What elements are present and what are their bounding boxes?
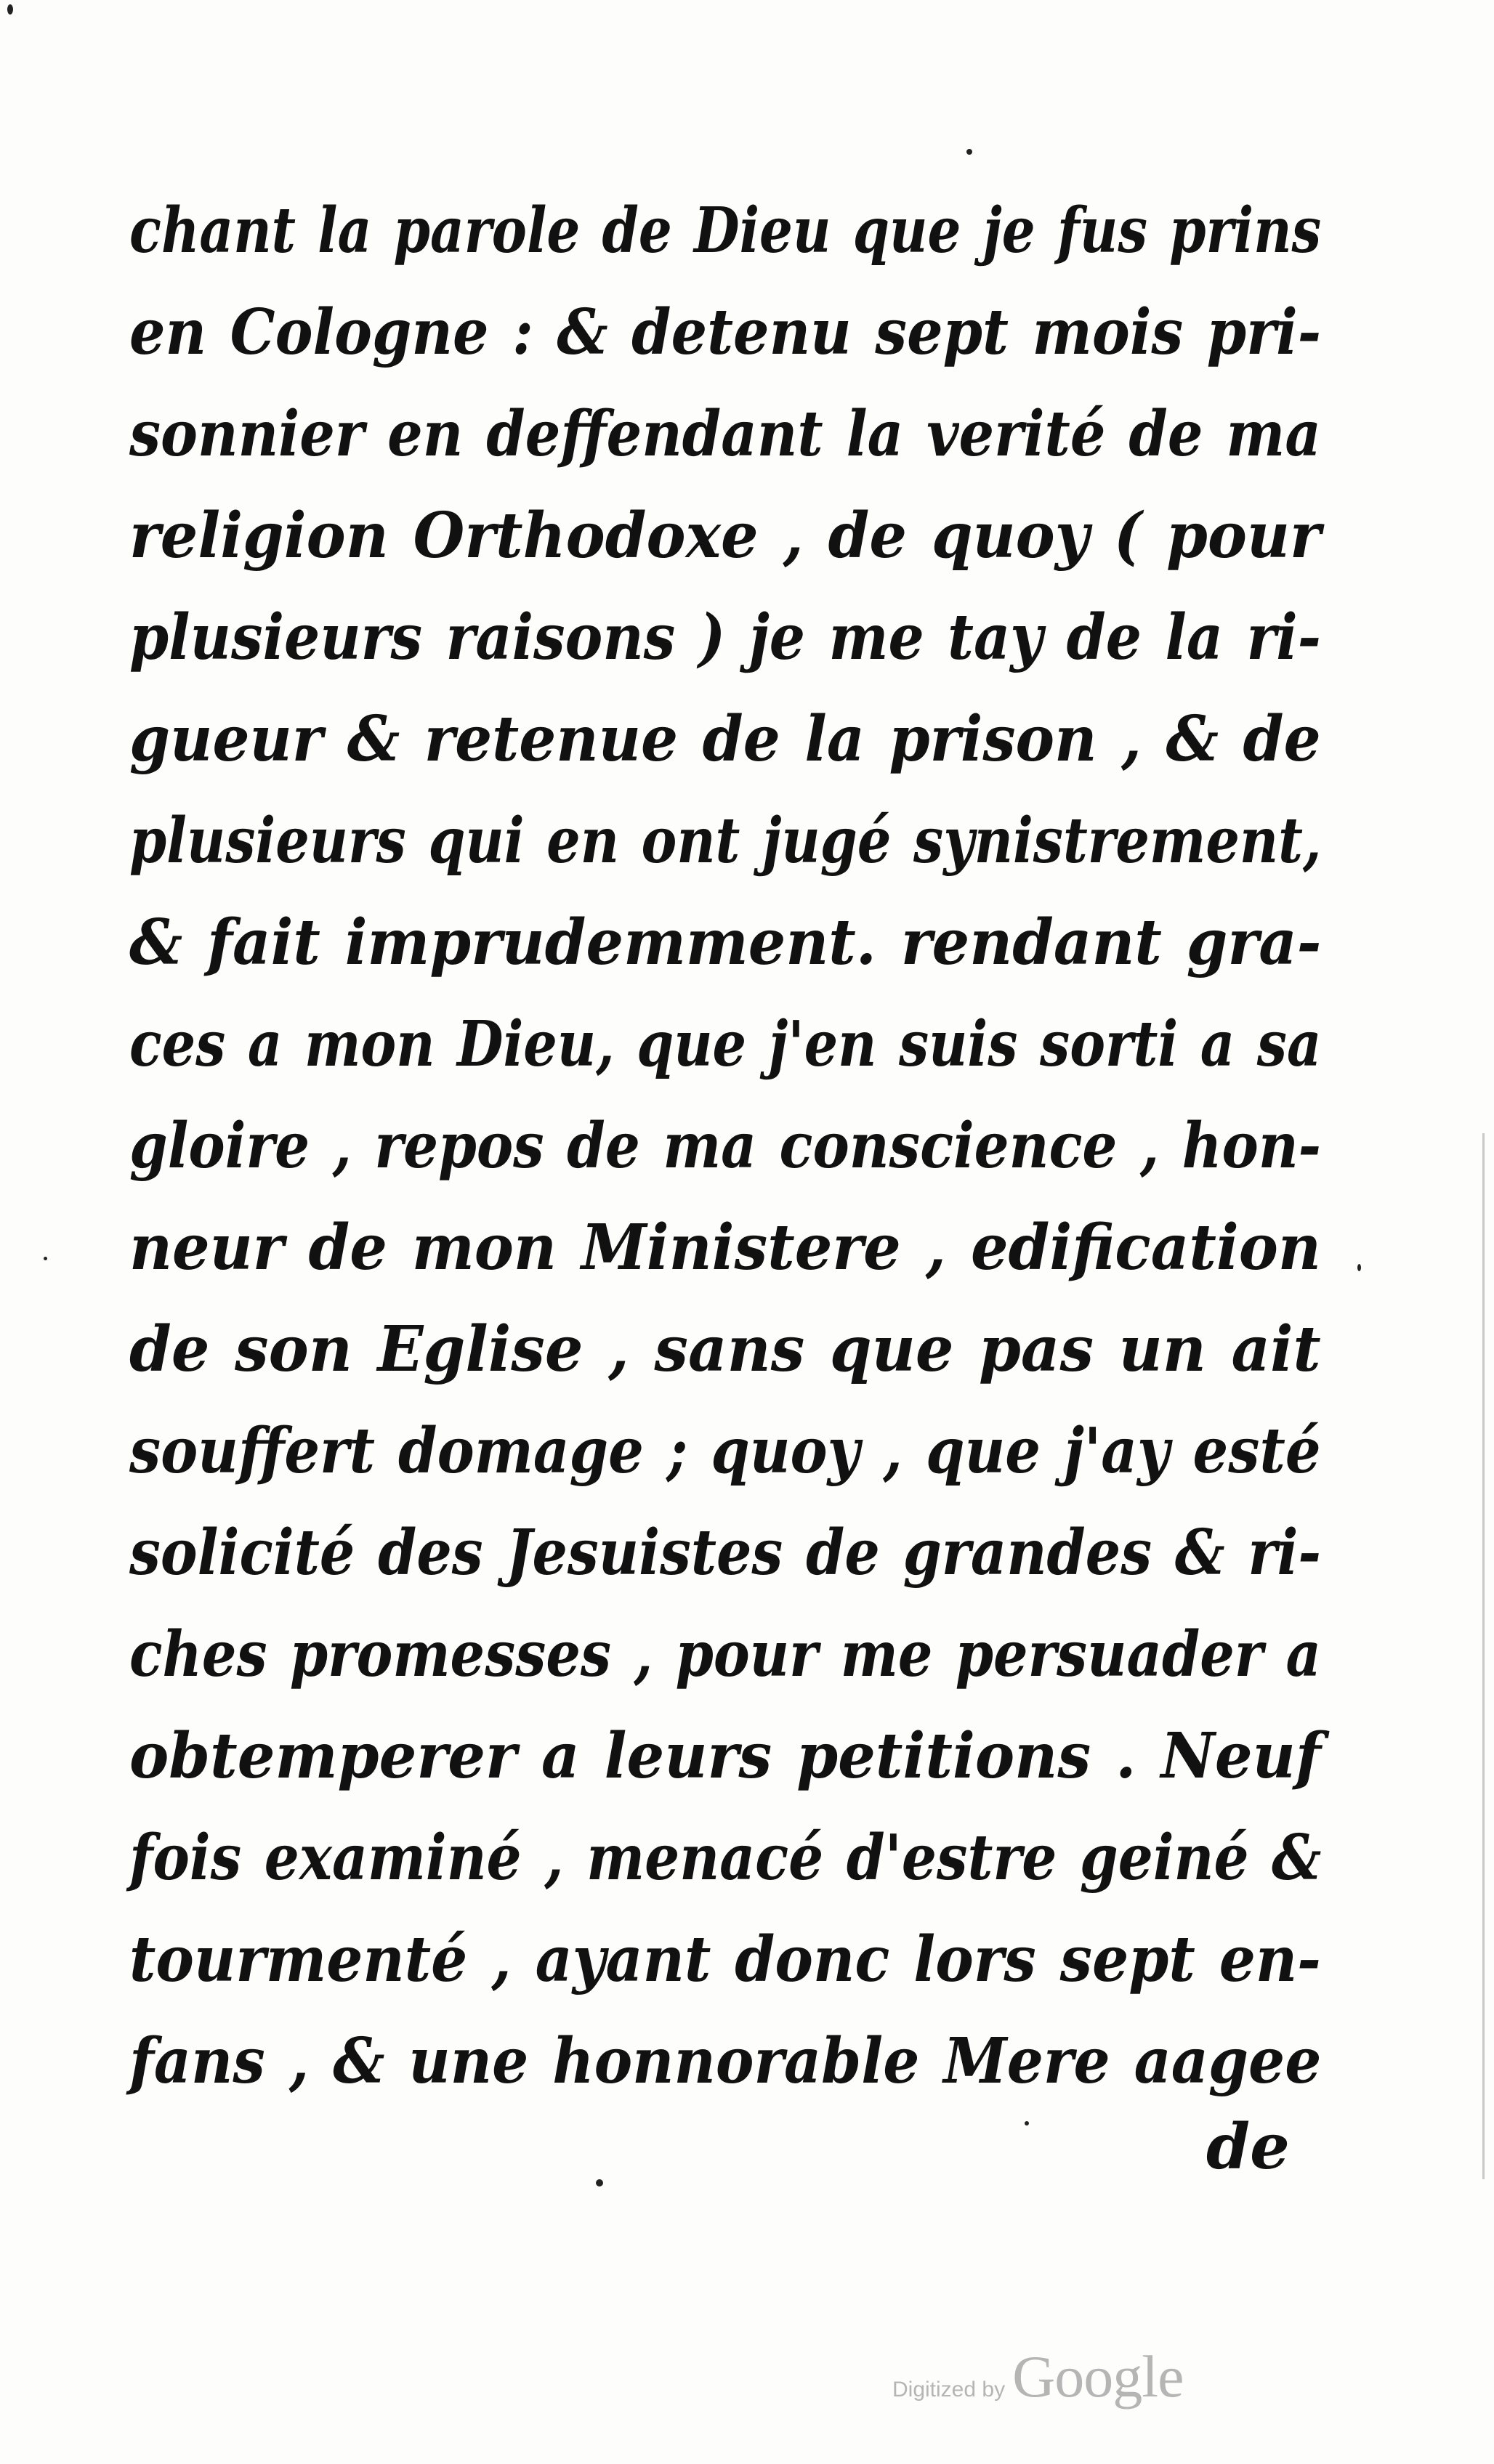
ink-speck xyxy=(596,2179,603,2187)
text-line: en Cologne : & detenu sept mois pri- xyxy=(129,296,1322,369)
text-line: obtemperer a leurs petitions . Neuf xyxy=(129,1719,1321,1793)
text-line: sonnier en deffendant la verité de ma xyxy=(129,397,1321,471)
body-text xyxy=(129,180,1336,2112)
text-line: plusieurs qui en ont jugé synistrement, xyxy=(129,804,1322,878)
text-line: de son Eglise , sans que pas un ait xyxy=(129,1313,1321,1386)
text-line: fois examiné , menacé d'estre geiné & xyxy=(129,1821,1322,1894)
ink-speck xyxy=(7,4,13,15)
text-line: gloire , repos de ma conscience , hon- xyxy=(129,1109,1321,1183)
text-line: chant la parole de Dieu que je fus prins xyxy=(129,194,1322,267)
ink-speck xyxy=(966,149,972,155)
text-line: neur de mon Ministere , edification xyxy=(129,1211,1321,1284)
text-line: gueur & retenue de la prison , & de xyxy=(129,702,1321,776)
ink-speck xyxy=(1357,1264,1361,1271)
text-line: & fait imprudemment. rendant gra- xyxy=(129,906,1322,979)
ink-speck xyxy=(44,1257,47,1260)
text-line: plusieurs raisons ) je me tay de la ri- xyxy=(129,601,1321,674)
page-edge-line xyxy=(1482,1133,1485,2179)
text-line: solicité des Jesuistes de grandes & ri- xyxy=(129,1516,1322,1589)
ink-speck xyxy=(1025,2121,1029,2125)
text-line: religion Orthodoxe , de quoy ( pour xyxy=(129,499,1321,572)
text-line: souffert domage ; quoy , que j'ay esté xyxy=(129,1414,1321,1488)
google-watermark xyxy=(892,2343,1183,2411)
watermark-logo: Google xyxy=(1012,2343,1184,2410)
text-line: fans , & une honnorable Mere aagee xyxy=(129,2025,1322,2098)
text-line: ches promesses , pour me persuader a xyxy=(129,1618,1321,1691)
text-line: ces a mon Dieu, que j'en suis sorti a sa xyxy=(129,1008,1322,1081)
text-line: tourmenté , ayant donc lors sept en- xyxy=(129,1923,1321,1996)
catchword: de xyxy=(1206,2110,1290,2184)
watermark-prefix: Digitized by xyxy=(892,2378,1006,2402)
